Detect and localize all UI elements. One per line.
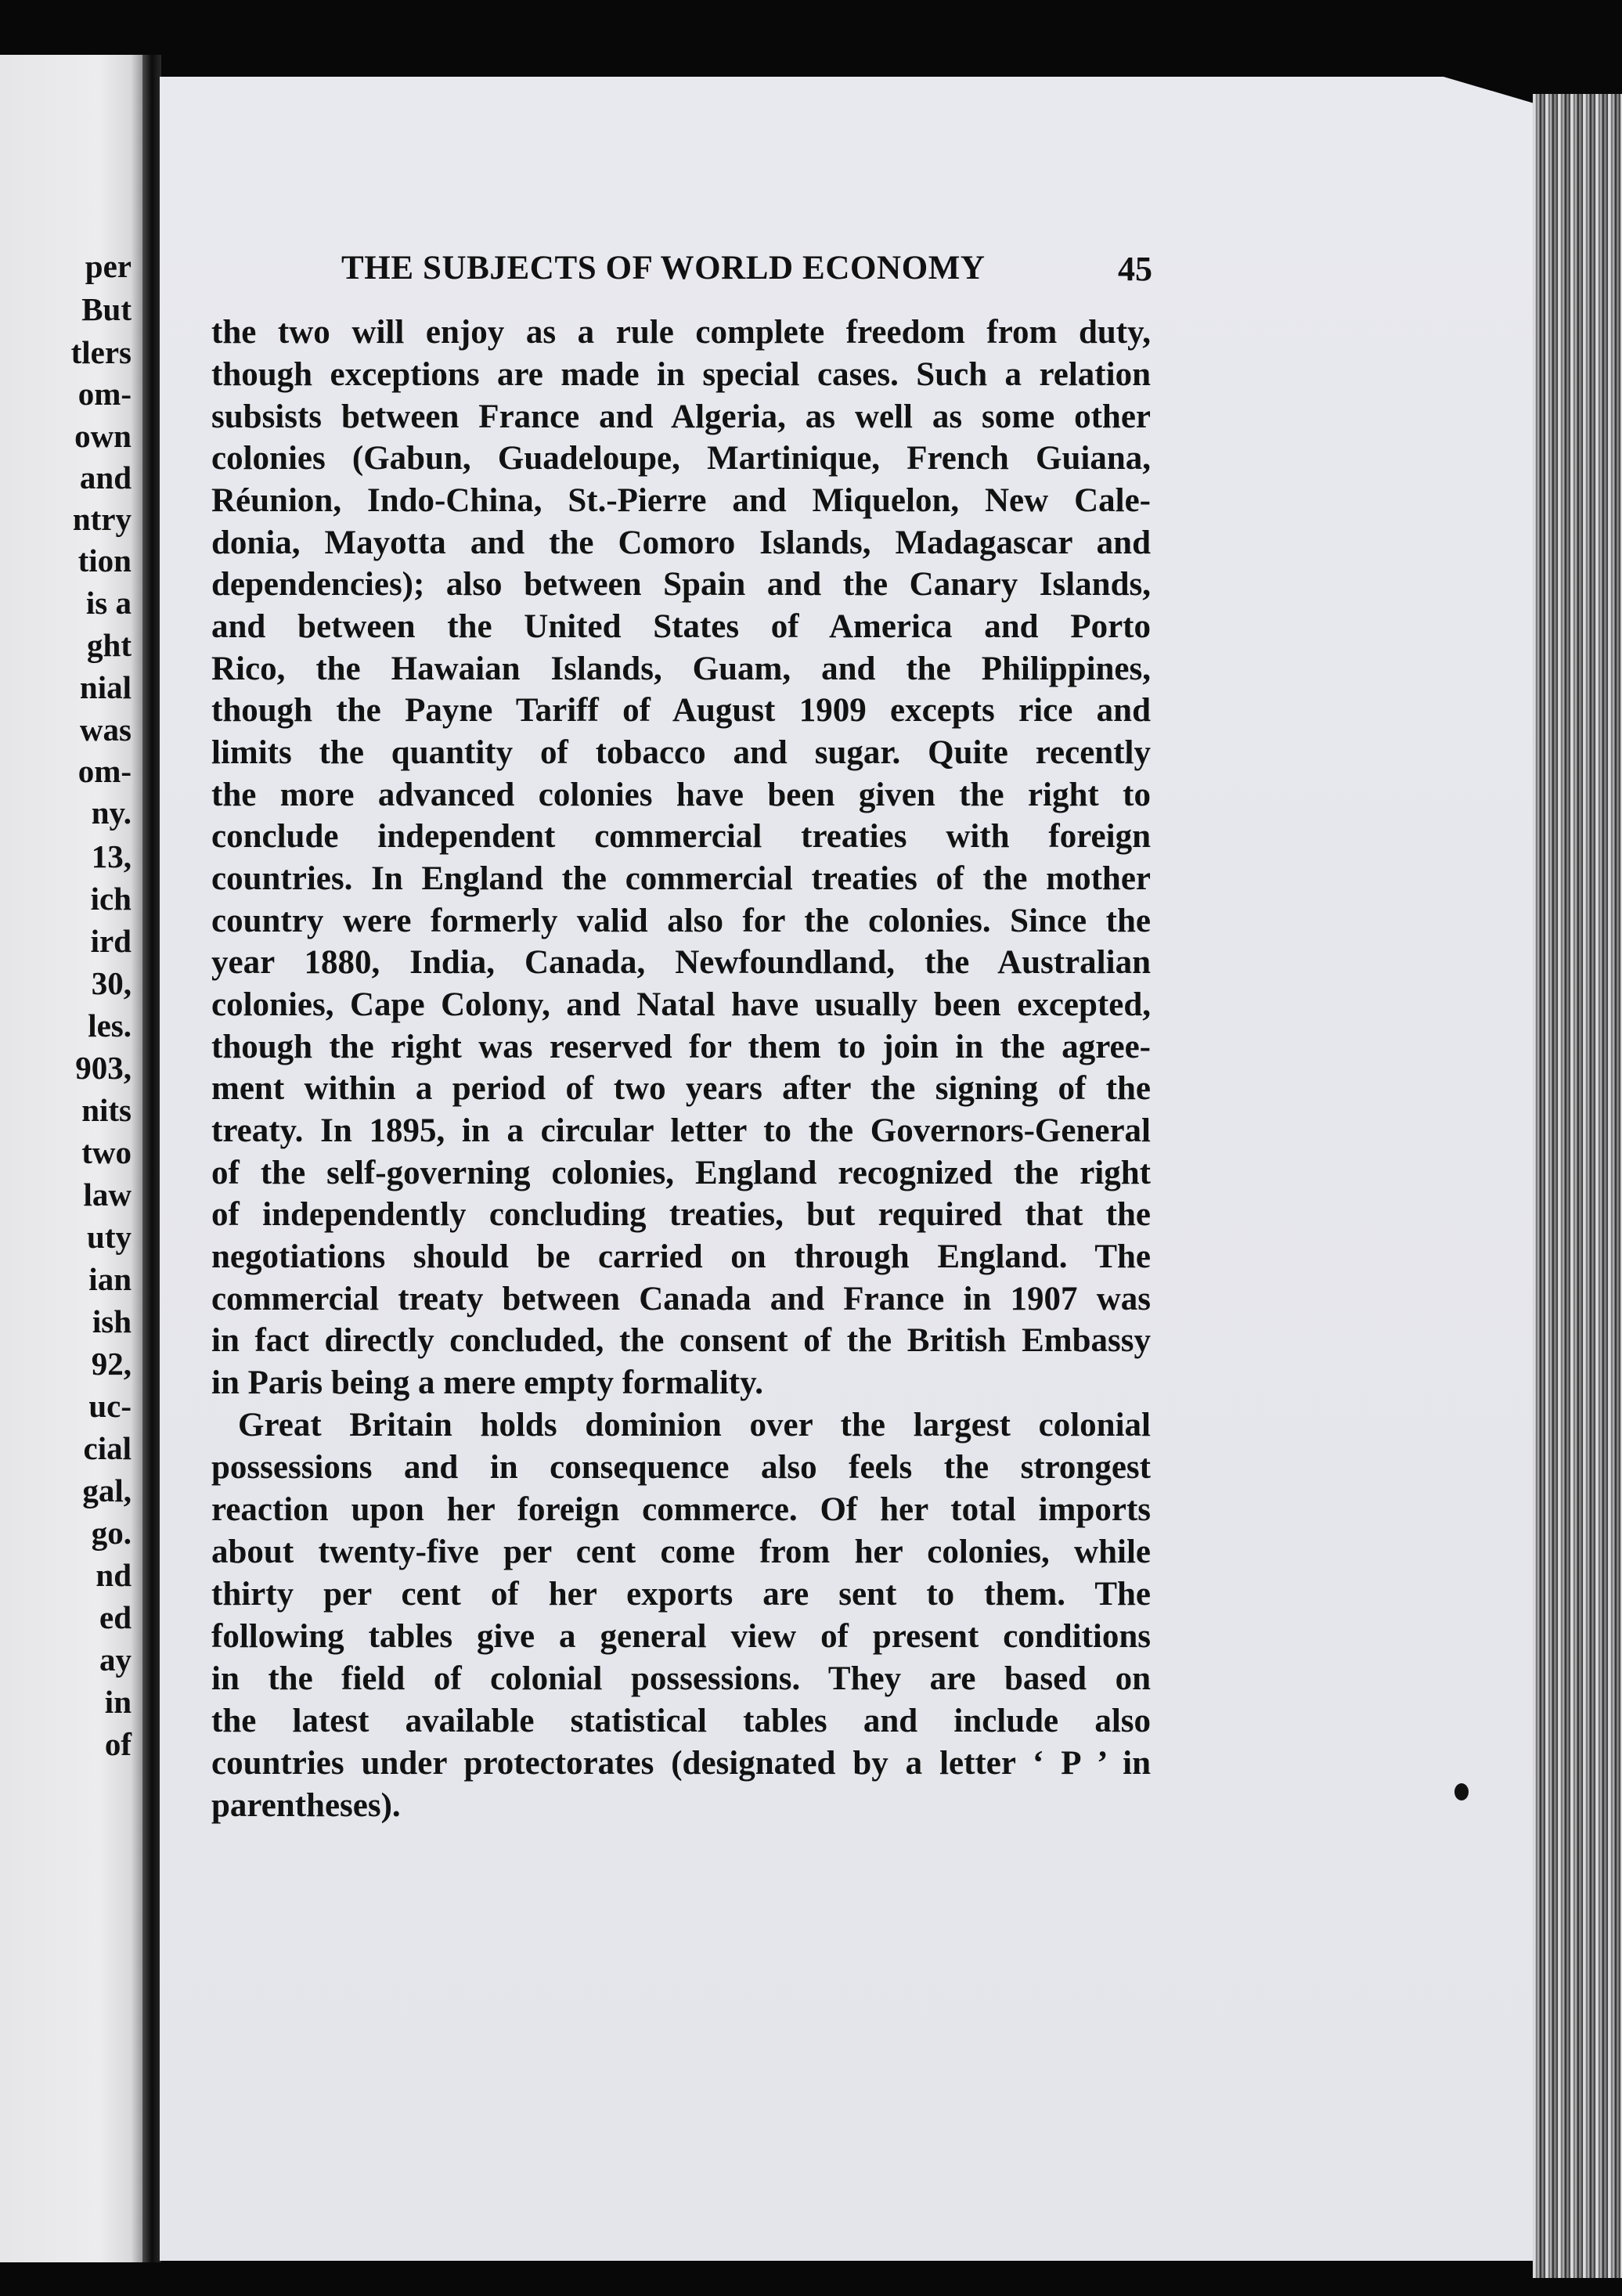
facing-page-fragment: go. (91, 1515, 132, 1551)
facing-page-fragment: But (81, 291, 132, 327)
facing-page-fragment: and (79, 460, 132, 496)
text-line: though the right was reserved for them to join in the agree- (211, 1029, 1151, 1065)
running-head: THE SUBJECTS OF WORLD ECONOMY (341, 250, 986, 287)
page-edge-stack (1533, 94, 1622, 2278)
facing-page-fragment: two (81, 1134, 132, 1170)
text-line: country were formerly valid also for the colonies. Since the (211, 903, 1151, 939)
text-line: reaction upon her foreign commerce. Of her total imports (211, 1491, 1151, 1528)
facing-page-fragment: 903, (75, 1050, 132, 1086)
book-gutter (142, 55, 161, 2262)
facing-page-fragment: tion (77, 542, 132, 579)
text-line: dependencies); also between Spain and the Canary Islands, (211, 566, 1151, 603)
text-line: conclude independent commercial treaties with foreign (211, 818, 1151, 855)
ink-dot-mark (1454, 1783, 1469, 1800)
text-line: about twenty-five per cent come from her colonies, while (211, 1534, 1151, 1570)
text-line: Réunion, Indo-China, St.-Pierre and Miquelon, New Cale- (211, 482, 1151, 519)
facing-page-fragment: om- (77, 376, 132, 412)
facing-page-left (0, 55, 142, 2262)
facing-page-fragment: is a (85, 585, 132, 621)
facing-page-fragment: ed (99, 1599, 132, 1635)
text-line: subsists between France and Algeria, as well as some other (211, 398, 1151, 435)
text-line: and between the United States of America and Porto (211, 608, 1151, 645)
page-number: 45 (1118, 250, 1152, 288)
facing-page-fragment: ird (90, 923, 132, 959)
facing-page-fragment: nits (81, 1092, 132, 1128)
text-line: thirty per cent of her exports are sent to them. The (211, 1576, 1151, 1613)
text-line: year 1880, India, Canada, Newfoundland, the Australian (211, 944, 1151, 981)
text-line: though exceptions are made in special cases. Such a relation (211, 356, 1151, 393)
facing-page-fragment: own (74, 418, 132, 454)
facing-page-fragment: cial (83, 1430, 132, 1466)
facing-page-fragment: 30, (91, 965, 132, 1001)
text-line: in Paris being a mere empty formality. (211, 1364, 764, 1401)
text-line: following tables give a general view of present conditions (211, 1618, 1151, 1655)
text-line: negotiations should be carried on through England. The (211, 1238, 1151, 1275)
facing-page-fragment: ght (87, 627, 132, 663)
text-line: in fact directly concluded, the consent of the British Embassy (211, 1322, 1151, 1359)
facing-page-fragment: nial (79, 669, 132, 705)
facing-page-fragment: was (79, 712, 132, 748)
text-line: the more advanced colonies have been given the right to (211, 777, 1151, 813)
text-line: commercial treaty between Canada and France in 1907 was (211, 1281, 1151, 1317)
text-line: of independently concluding treaties, but required that the (211, 1196, 1151, 1233)
facing-page-fragment: in (104, 1684, 132, 1720)
text-line: Great Britain holds dominion over the largest colonial (238, 1407, 1151, 1444)
facing-page-fragment: 92, (91, 1346, 132, 1382)
facing-page-fragment: ish (92, 1303, 132, 1339)
text-line: ment within a period of two years after the signing of the (211, 1070, 1151, 1107)
facing-page-fragment: ntry (72, 501, 132, 537)
facing-page-fragment: tlers (70, 334, 132, 370)
facing-page-fragment: ich (90, 881, 132, 917)
text-line: in the field of colonial possessions. They are based on (211, 1660, 1151, 1697)
facing-page-fragment: law (83, 1177, 132, 1213)
text-line: the two will enjoy as a rule complete freedom from duty, (211, 314, 1151, 351)
text-line: though the Payne Tariff of August 1909 excepts rice and (211, 692, 1151, 729)
text-line: of the self-governing colonies, England recognized the right (211, 1155, 1151, 1191)
facing-page-fragment: gal, (82, 1472, 132, 1508)
text-line: the latest available statistical tables and include also (211, 1703, 1151, 1739)
facing-page-fragment: uty (87, 1219, 132, 1255)
facing-page-fragment: 13, (91, 838, 132, 874)
facing-page-fragment: ay (99, 1642, 132, 1678)
facing-page-fragment: ian (88, 1261, 132, 1297)
text-line: treaty. In 1895, in a circular letter to the Governors-General (211, 1112, 1151, 1149)
facing-page-fragment: of (104, 1726, 132, 1762)
text-line: donia, Mayotta and the Comoro Islands, Madagascar and (211, 524, 1151, 561)
facing-page-fragment: uc- (88, 1388, 132, 1424)
facing-page-fragment: ny. (91, 795, 132, 831)
text-line: colonies, Cape Colony, and Natal have usually been excepted, (211, 986, 1151, 1023)
text-line: limits the quantity of tobacco and sugar. Quite recently (211, 734, 1151, 771)
text-line: parentheses). (211, 1787, 401, 1824)
text-line: possessions and in consequence also feels the strongest (211, 1449, 1151, 1486)
text-line: colonies (Gabun, Guadeloupe, Martinique, French Guiana, (211, 440, 1151, 477)
text-line: Rico, the Hawaian Islands, Guam, and the Philippines, (211, 651, 1151, 687)
facing-page-fragment: om- (77, 753, 132, 789)
facing-page-fragment: les. (88, 1007, 132, 1043)
facing-page-fragment: per (85, 248, 132, 284)
text-line: countries. In England the commercial treaties of the mother (211, 860, 1151, 897)
facing-page-fragment: nd (96, 1557, 132, 1593)
text-line: countries under protectorates (designated by a letter ‘ P ’ in (211, 1745, 1151, 1782)
